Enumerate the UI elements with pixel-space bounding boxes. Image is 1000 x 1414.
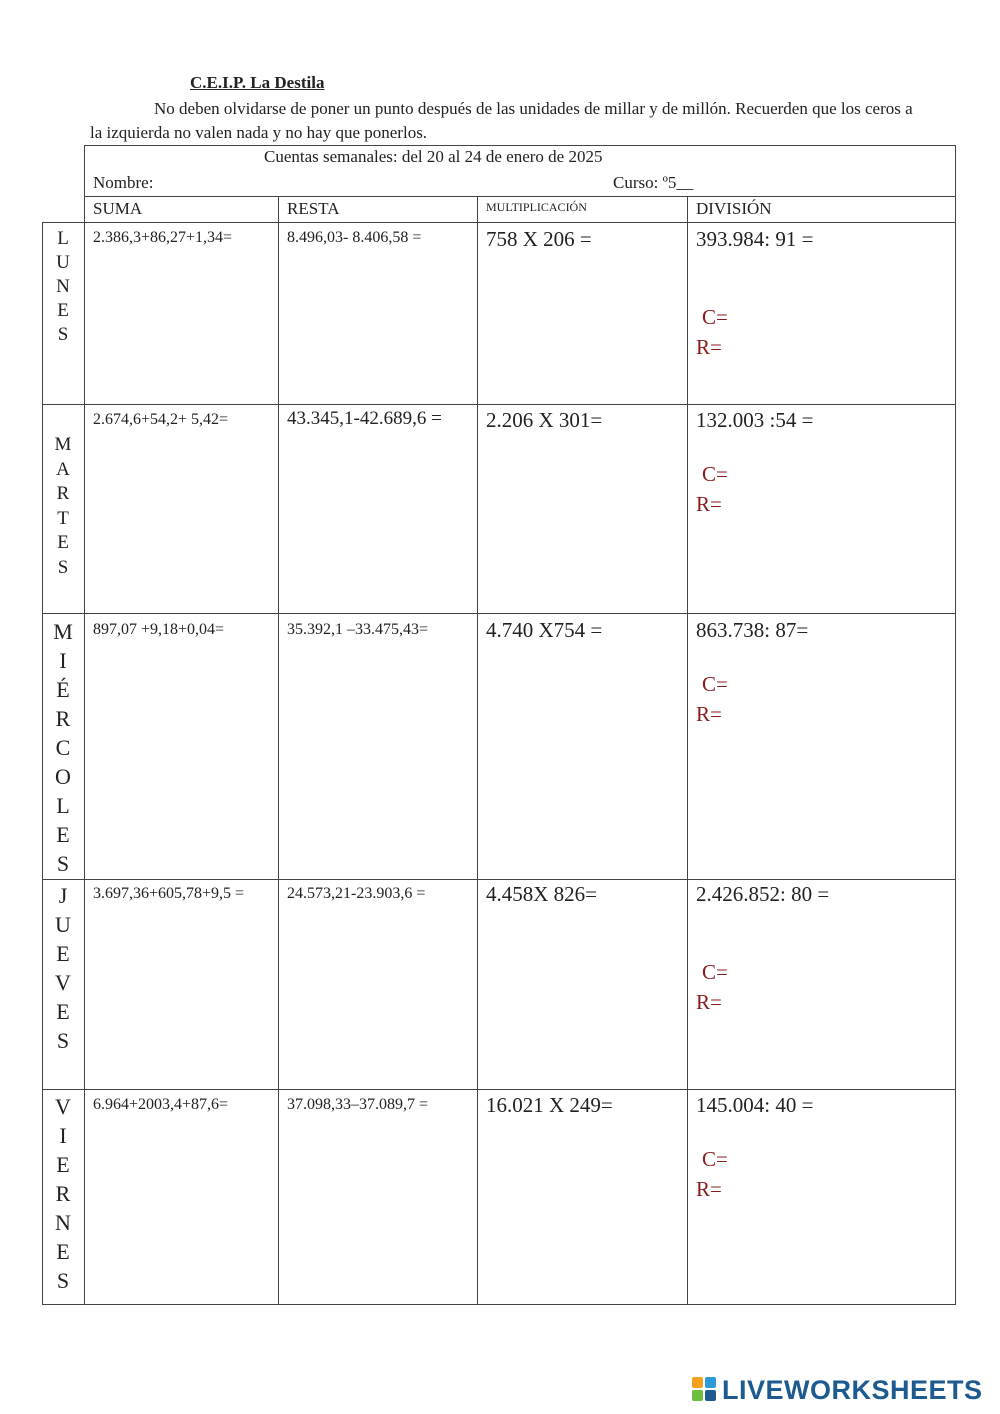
suma-exercise: 897,07 +9,18+0,04= xyxy=(93,621,225,638)
column-header-division: DIVISIÓN xyxy=(696,199,772,218)
resta-exercise: 8.496,03- 8.406,58 = xyxy=(287,229,422,246)
division-exercise: 2.426.852: 80 = xyxy=(696,882,830,906)
resta-exercise: 24.573,21-23.903,6 = xyxy=(287,885,426,902)
cociente-answer[interactable]: C= xyxy=(702,672,728,696)
cociente-answer[interactable]: C= xyxy=(702,1147,728,1171)
resto-answer[interactable]: R= xyxy=(696,492,722,516)
division-exercise: 145.004: 40 = xyxy=(696,1093,814,1117)
multiplicacion-exercise: 2.206 X 301= xyxy=(486,408,603,432)
day-label-miercoles: M I É R C O L E S xyxy=(53,619,73,876)
division-exercise: 393.984: 91 = xyxy=(696,227,814,251)
suma-exercise: 3.697,36+605,78+9,5 = xyxy=(93,885,245,902)
resta-exercise: 43.345,1-42.689,6 = xyxy=(287,408,442,429)
worksheet-table xyxy=(42,145,956,1305)
instructions-text: No deben olvidarse de poner un punto después de las unidades de millar y de millón. Recuerden que los ceros a la izquierda no valen nada y no hay que ponerlos. xyxy=(90,99,913,142)
column-header-suma: SUMA xyxy=(93,199,143,218)
cociente-answer[interactable]: C= xyxy=(702,462,728,486)
worksheet-title: Cuentas semanales: del 20 al 24 de enero de 2025 xyxy=(264,147,603,166)
multiplicacion-exercise: 758 X 206 = xyxy=(486,227,592,251)
division-exercise: 132.003 :54 = xyxy=(696,408,814,432)
suma-exercise: 6.964+2003,4+87,6= xyxy=(93,1096,229,1113)
name-label: Nombre: xyxy=(93,173,154,192)
day-label-lunes: L U N E S xyxy=(56,228,70,345)
division-exercise: 863.738: 87= xyxy=(696,618,809,642)
liveworksheets-logo-icon xyxy=(692,1377,718,1403)
day-label-viernes: V I E R N E S xyxy=(55,1094,71,1293)
resto-answer[interactable]: R= xyxy=(696,990,722,1014)
multiplicacion-exercise: 4.740 X754 = xyxy=(486,618,603,642)
resto-answer[interactable]: R= xyxy=(696,702,722,726)
resto-answer[interactable]: R= xyxy=(696,1177,722,1201)
cociente-answer[interactable]: C= xyxy=(702,960,728,984)
suma-exercise: 2.674,6+54,2+ 5,42= xyxy=(93,411,229,428)
liveworksheets-logo xyxy=(692,1374,983,1406)
day-label-martes: M A R T E S xyxy=(54,434,72,578)
multiplicacion-exercise: 16.021 X 249= xyxy=(486,1093,613,1117)
liveworksheets-logo-text: LIVEWORKSHEETS xyxy=(722,1374,983,1405)
cociente-answer[interactable]: C= xyxy=(702,305,728,329)
course-label: Curso: º5__ xyxy=(613,173,694,192)
suma-exercise: 2.386,3+86,27+1,34= xyxy=(93,229,233,246)
resta-exercise: 37.098,33–37.089,7 = xyxy=(287,1096,429,1113)
resta-exercise: 35.392,1 –33.475,43= xyxy=(287,621,429,638)
multiplicacion-exercise: 4.458X 826= xyxy=(486,882,598,906)
column-header-resta: RESTA xyxy=(287,199,340,218)
resto-answer[interactable]: R= xyxy=(696,335,722,359)
day-label-jueves: J U E V E S xyxy=(55,883,71,1053)
school-name: C.E.I.P. La Destila xyxy=(190,73,325,92)
column-header-multiplicacion: MULTIPLICACIÓN xyxy=(486,200,587,214)
